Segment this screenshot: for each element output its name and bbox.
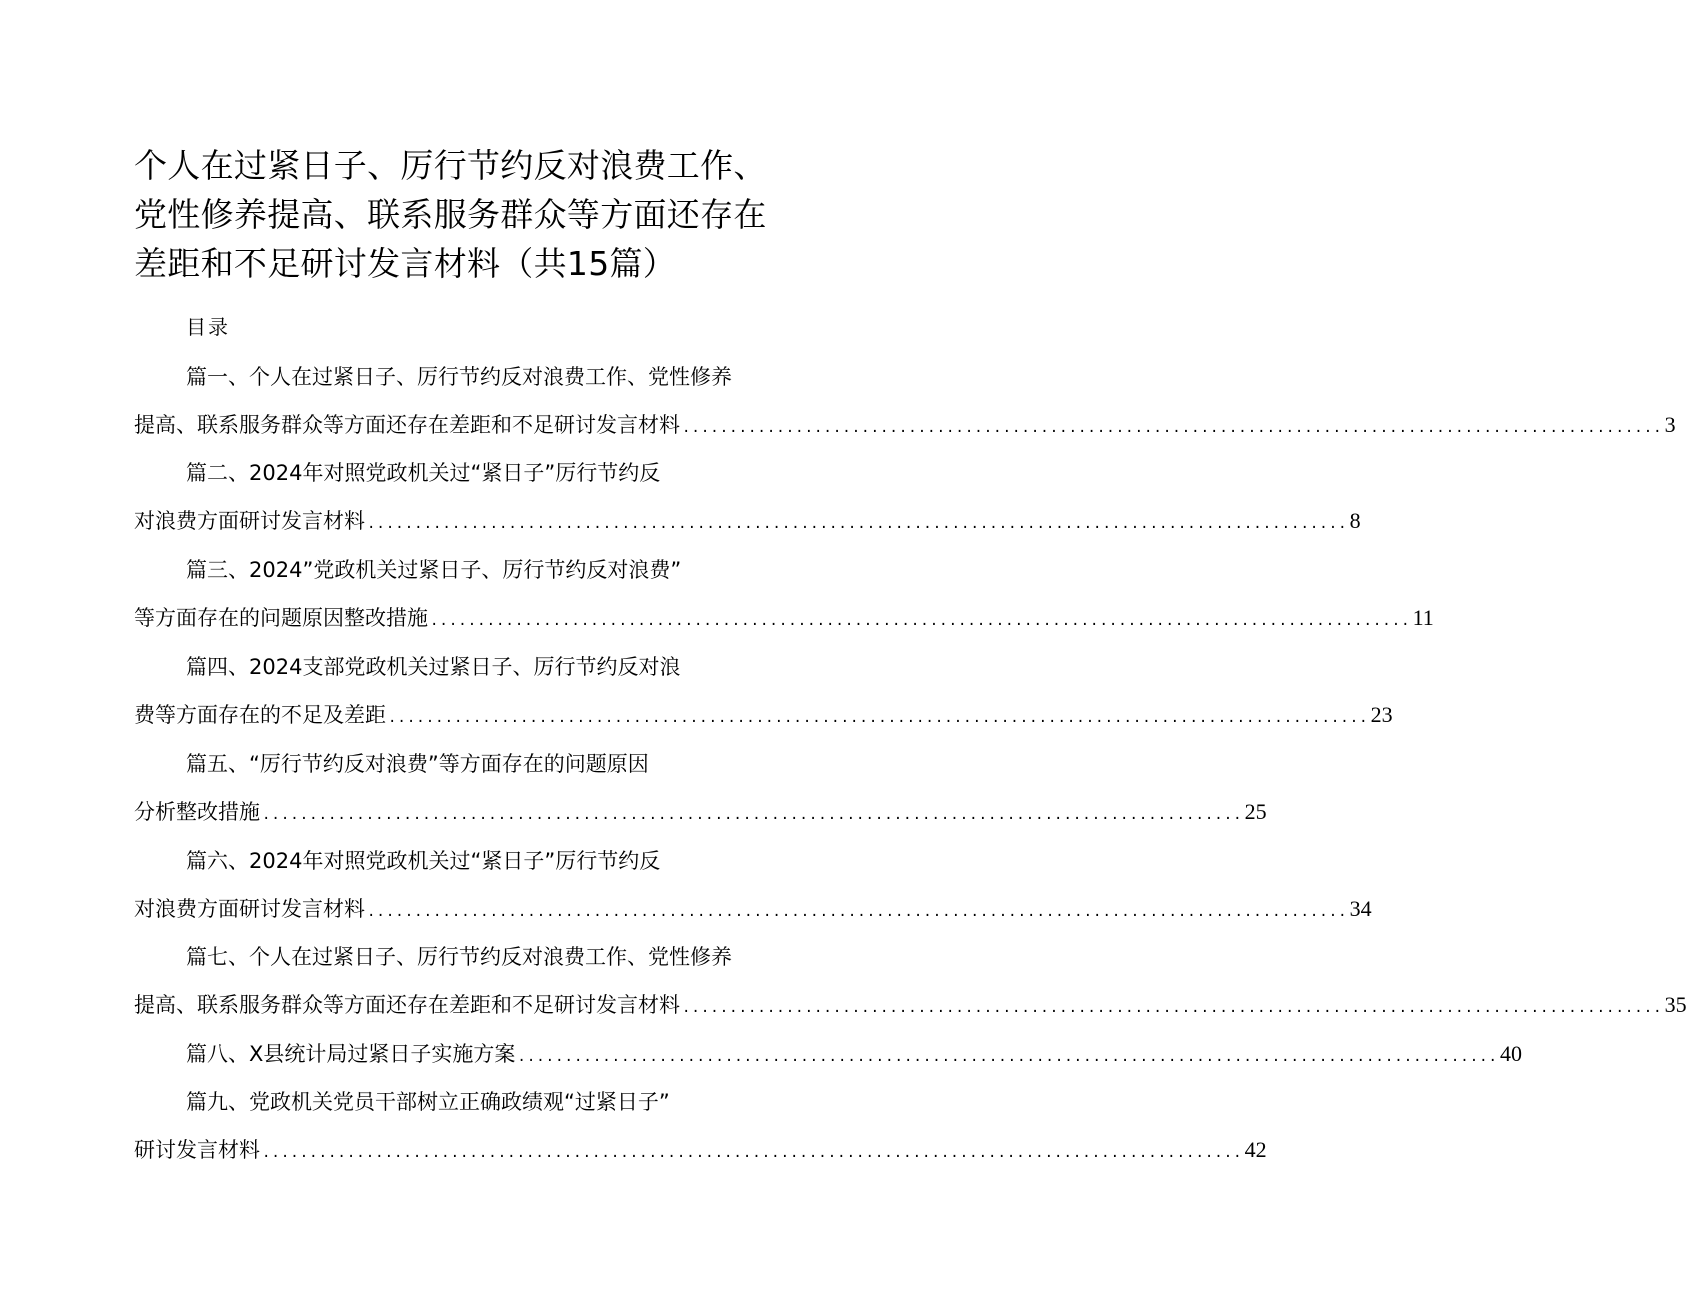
- toc-entry-title-cont: 费等方面存在的不足及差距: [134, 703, 386, 727]
- toc-entry-continuation: [134, 894, 1372, 924]
- toc-page-number: 40: [1499, 1041, 1522, 1066]
- toc-entry-title: 篇八、X县统计局过紧日子实施方案: [186, 1042, 516, 1066]
- toc-entry-title-cont: 对浪费方面研讨发言材料: [134, 509, 365, 533]
- toc-page-number: 11: [1412, 605, 1434, 630]
- toc-entry-continuation: [134, 506, 1361, 536]
- toc-page-number: 34: [1349, 896, 1372, 921]
- toc-page-number: 25: [1244, 799, 1267, 824]
- dot-leader: ........................................................................................................: [682, 1000, 1663, 1016]
- toc-heading: 目录: [186, 315, 230, 339]
- dot-leader: ........................................................................................................: [367, 516, 1348, 532]
- toc-entry-continuation: [134, 603, 1434, 633]
- toc-entry-continuation: [134, 797, 1267, 827]
- toc-entry-title-cont: 提高、联系服务群众等方面还存在差距和不足研讨发言材料: [134, 413, 680, 437]
- document-title: 个人在过紧日子、厉行节约反对浪费工作、党性修养提高、联系服务群众等方面还存在差距和不足研讨发言材料（共15篇）: [134, 146, 767, 283]
- toc-entry-continuation: [134, 1135, 1267, 1165]
- toc-entry-continuation: [134, 410, 1676, 440]
- toc-entry-title: 篇四、2024支部党政机关过紧日子、厉行节约反对浪: [186, 655, 681, 679]
- toc-entry-title-cont: 分析整改措施: [134, 800, 260, 824]
- toc-entry-title-cont: 等方面存在的问题原因整改措施: [134, 606, 428, 630]
- toc-entry-title-cont: 研讨发言材料: [134, 1138, 260, 1162]
- toc-page-number: 8: [1349, 508, 1361, 533]
- toc-entry-title: 篇一、个人在过紧日子、厉行节约反对浪费工作、党性修养: [186, 365, 732, 389]
- toc-entry-title: 篇七、个人在过紧日子、厉行节约反对浪费工作、党性修养: [186, 945, 732, 969]
- dot-leader: ........................................................................................................: [388, 710, 1369, 726]
- toc-page-number: 3: [1664, 412, 1676, 437]
- toc-entry-title: 篇六、2024年对照党政机关过“紧日子”厉行节约反: [186, 849, 661, 873]
- dot-leader: ........................................................................................................: [262, 807, 1243, 823]
- toc-entry-title-cont: 对浪费方面研讨发言材料: [134, 897, 365, 921]
- toc-page-number: 42: [1244, 1137, 1267, 1162]
- toc-page-number: 23: [1370, 702, 1393, 727]
- dot-leader: ........................................................................................................: [262, 1145, 1243, 1161]
- toc-entry-continuation: [134, 700, 1393, 730]
- dot-leader: ........................................................................................................: [517, 1049, 1498, 1065]
- toc-entry-title: 篇三、2024”党政机关过紧日子、厉行节约反对浪费”: [186, 558, 682, 582]
- toc-entry-single-line: [134, 1039, 1522, 1069]
- dot-leader: ........................................................................................................: [682, 420, 1663, 436]
- toc-entry-title: 篇九、党政机关党员干部树立正确政绩观“过紧日子”: [186, 1090, 670, 1114]
- toc-page-number: 35: [1664, 992, 1687, 1017]
- dot-leader: ........................................................................................................: [367, 904, 1348, 920]
- toc-entry-title-cont: 提高、联系服务群众等方面还存在差距和不足研讨发言材料: [134, 993, 680, 1017]
- dot-leader: ........................................................................................................: [430, 613, 1411, 629]
- toc-entry-continuation: [134, 990, 1687, 1020]
- toc-entry-title: 篇二、2024年对照党政机关过“紧日子”厉行节约反: [186, 461, 661, 485]
- toc-entry-title: 篇五、“厉行节约反对浪费”等方面存在的问题原因: [186, 752, 649, 776]
